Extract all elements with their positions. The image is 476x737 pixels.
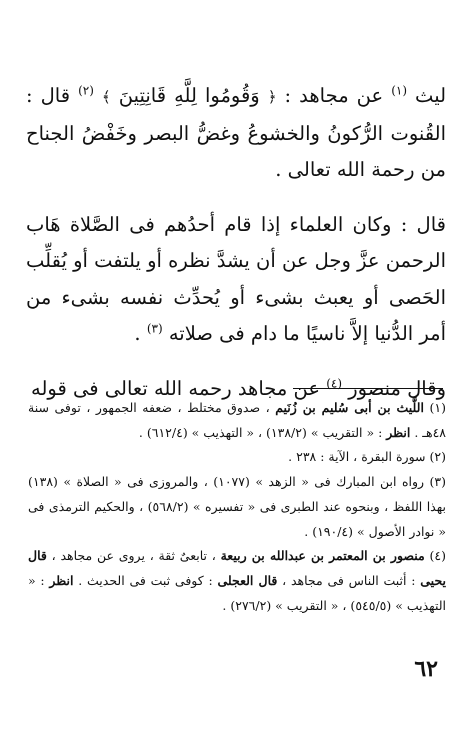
footnote-2 (28, 445, 446, 470)
footnote-ref-4: (٤) (326, 376, 343, 390)
text-run: عن مجاهد رحمه الله تعالى فى قوله (31, 376, 327, 400)
footnote-3 (28, 470, 446, 544)
quote-label: قال يحيى (28, 548, 447, 588)
footnote-text: ، صدوق مختلط ، ضعفه الجمهور ، توفى سنة ٤٨هـ . (28, 400, 446, 440)
footnote-reference: : « التقريب » (١٣٨/٢) ، « التهذيب » (٦١٢/٤) . (138, 424, 387, 440)
footnote-ref-2: (٢) (78, 83, 94, 98)
footnote-number: (٤) (429, 548, 446, 564)
footnotes (28, 396, 446, 618)
footnote-number: (٢) (429, 449, 446, 465)
footnote-4 (28, 544, 446, 618)
paragraph-2 (26, 207, 446, 353)
footnote-separator (293, 388, 443, 389)
text-run: قال : وكان العلماء إذا قام أحدُهم فى الصَّلاة هَاب الرحمن عزَّ وجل عن أن يشدَّ نظره أو يلتفت أو يُقلِّب الحَصى أو يعبث بشىء أو يُحدِّث نفسه بشىء من أمر الدُّنيا إلاَّ ناسيًا ما دام فى صلاته (26, 212, 446, 345)
quote-label: قال العجلى (217, 572, 278, 588)
footnote-1 (28, 396, 446, 445)
page-number: ٦٢ (414, 656, 438, 682)
quran-bracket-open: ﴿ (267, 88, 277, 106)
text-run: قال : القُنوت الرُّكونُ والخشوعُ وغضُّ البصر وخَفْضُ الجناح من رحمة الله تعالى . (26, 84, 446, 181)
see-label: انظر (49, 572, 74, 588)
text-run: عن مجاهد : (276, 84, 392, 107)
quran-quote: وَقُومُوا لِلَّهِ قَانِتِينَ (110, 84, 268, 107)
paragraph-1 (26, 78, 446, 189)
see-label: انظر (386, 424, 411, 440)
quran-bracket-close: ﴾ (101, 88, 111, 106)
text-run: ليث (407, 84, 447, 107)
footnote-reference: : « التهذيب » (٥٤٥/٥) ، « التقريب » (٢٧٦/٢) . (28, 572, 446, 613)
footnote-text: رواه ابن المبارك فى « الزهد » (١٠٧٧) ، والمروزى فى « الصلاة » (١٣٨) بهذا اللفظ ، وبنحوه عند الطبرى فى « تفسيره » (٥٦٨/٢) ، والحكيم الترمذى فى « نوادر الأصول » (١٩٠/٤) . (28, 474, 446, 539)
footnote-text: : أثبت الناس فى مجاهد ، (277, 572, 421, 588)
main-text (26, 78, 446, 407)
footnote-number: (١) (429, 400, 446, 415)
text-run: وقال منصور (342, 376, 446, 400)
narrator-name: اللَّيث بن أبى سُليم بن زُنَيم (275, 400, 424, 415)
footnote-ref-1: (١) (391, 83, 408, 98)
footnote-text: : كوفى ثبت فى الحديث . (73, 572, 218, 588)
footnote-number: (٣) (429, 474, 446, 490)
text-run: . (134, 322, 147, 345)
footnote-text: سورة البقرة ، الآية : ٢٣٨ . (288, 449, 426, 465)
footnote-text: ، تابعىٌ ثقة ، يروى عن مجاهد ، (46, 548, 221, 564)
footnote-ref-3: (٣) (146, 321, 163, 336)
narrator-name: منصور بن المعتمر بن عبدالله بن ربيعة (220, 548, 425, 564)
